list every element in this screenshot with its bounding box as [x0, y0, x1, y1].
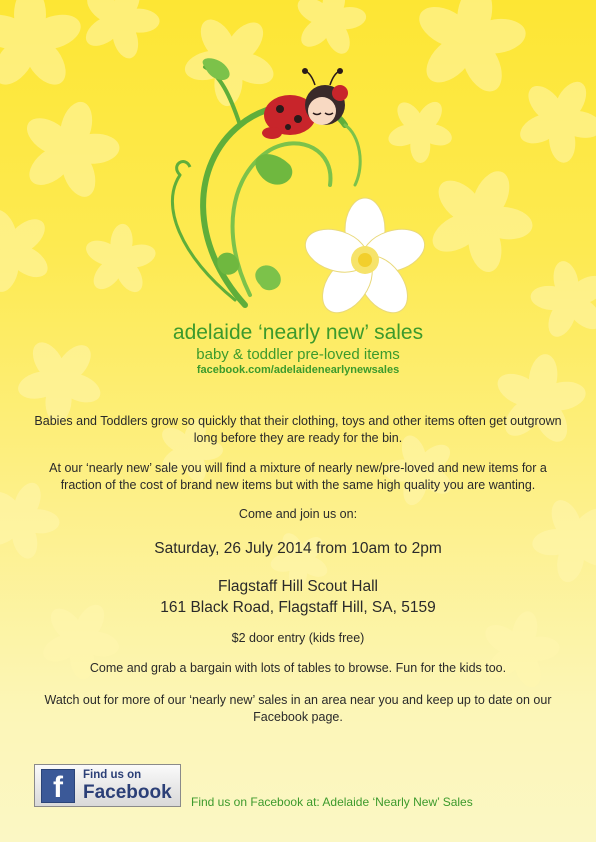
badge-line2: Facebook — [83, 781, 172, 803]
bargain-text: Come and grab a bargain with lots of tables to browse. Fun for the kids too. — [89, 661, 507, 675]
hero-illustration — [150, 55, 430, 325]
brand-subtitle: baby & toddler pre-loved items — [196, 346, 400, 363]
event-date: Saturday, 26 July 2014 from 10am to 2pm — [154, 540, 442, 557]
white-flower-icon — [300, 198, 430, 322]
facebook-badge-button[interactable] — [34, 764, 181, 807]
badge-line1: Find us on — [83, 768, 142, 781]
venue-name: Flagstaff Hill Scout Hall — [218, 578, 378, 595]
ladybug-baby-icon — [262, 68, 348, 139]
intro-paragraph: Babies and Toddlers grow so quickly that their clothing, toys and other items often get outgrown long before they are ready for the bin. — [34, 414, 562, 445]
venue-address: 161 Black Road, Flagstaff Hill, SA, 5159 — [160, 599, 436, 616]
brand-url[interactable]: facebook.com/adelaidenearlynewsales — [196, 364, 400, 376]
brand-title: adelaide ‘nearly new’ sales — [172, 321, 424, 344]
description-paragraph: At our ‘nearly new’ sale you will find a mixture of nearly new/pre-loved and new items for a fraction of the cost of brand new items but with the same high quality you are wanting. — [49, 461, 547, 492]
facebook-caption: Find us on Facebook at: Adelaide ‘Nearly New’ Sales — [191, 795, 473, 809]
entry-fee: $2 door entry (kids free) — [231, 631, 365, 645]
invite-text: Come and join us on: — [238, 507, 358, 521]
facebook-logo-icon: f — [41, 769, 75, 803]
watch-text: Watch out for more of our ‘nearly new’ sales in an area near you and keep up to date on our Facebook page. — [44, 693, 552, 724]
